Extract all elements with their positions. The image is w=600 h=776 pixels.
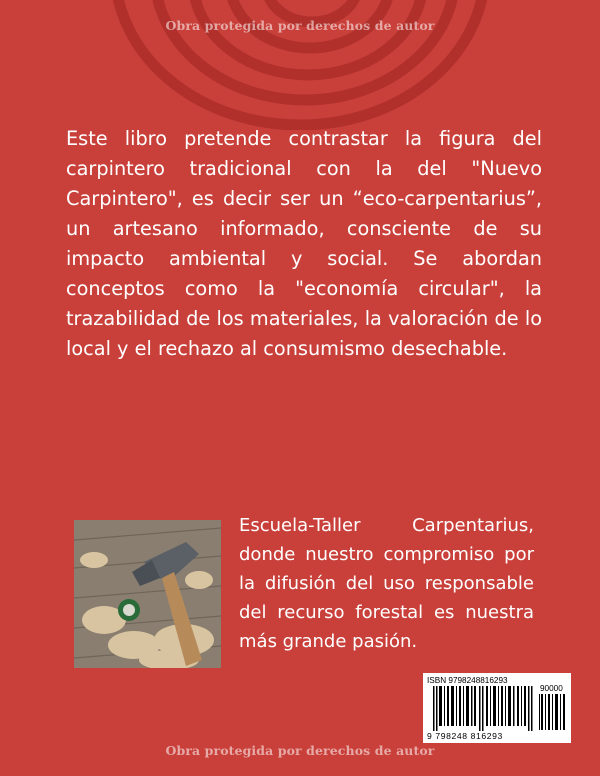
hammer-photo xyxy=(74,520,221,668)
copyright-watermark-bottom: Obra protegida por derechos de autor xyxy=(165,743,435,758)
back-cover-blurb: Este libro pretende contrastar la figura del carpintero tradicional con la del "Nuevo Carpintero", es decir ser un “eco-carpentarius”, un artesano informado, consciente de su impacto ambiental y social. Se abordan conceptos como la "economía circular", la trazabilidad de los materiales, la valoración de lo local y el rechazo al consumismo desechable. xyxy=(66,127,542,360)
copyright-watermark: Obra protegida por derechos de autor xyxy=(165,18,435,33)
barcode-bars-main xyxy=(433,686,533,731)
isbn-barcode xyxy=(423,673,571,743)
isbn-label: ISBN 9798248816293 xyxy=(427,676,508,685)
author-bio: Escuela-Taller Carpentarius, donde nuestro compromiso por la difusión del uso responsable del recurso forestal es nuestra más grande pasión. xyxy=(239,515,534,652)
barcode-bars-addon xyxy=(539,694,567,730)
isbn-digits: 9 798248 816293 xyxy=(427,731,503,741)
price-code: 90000 xyxy=(540,684,563,693)
